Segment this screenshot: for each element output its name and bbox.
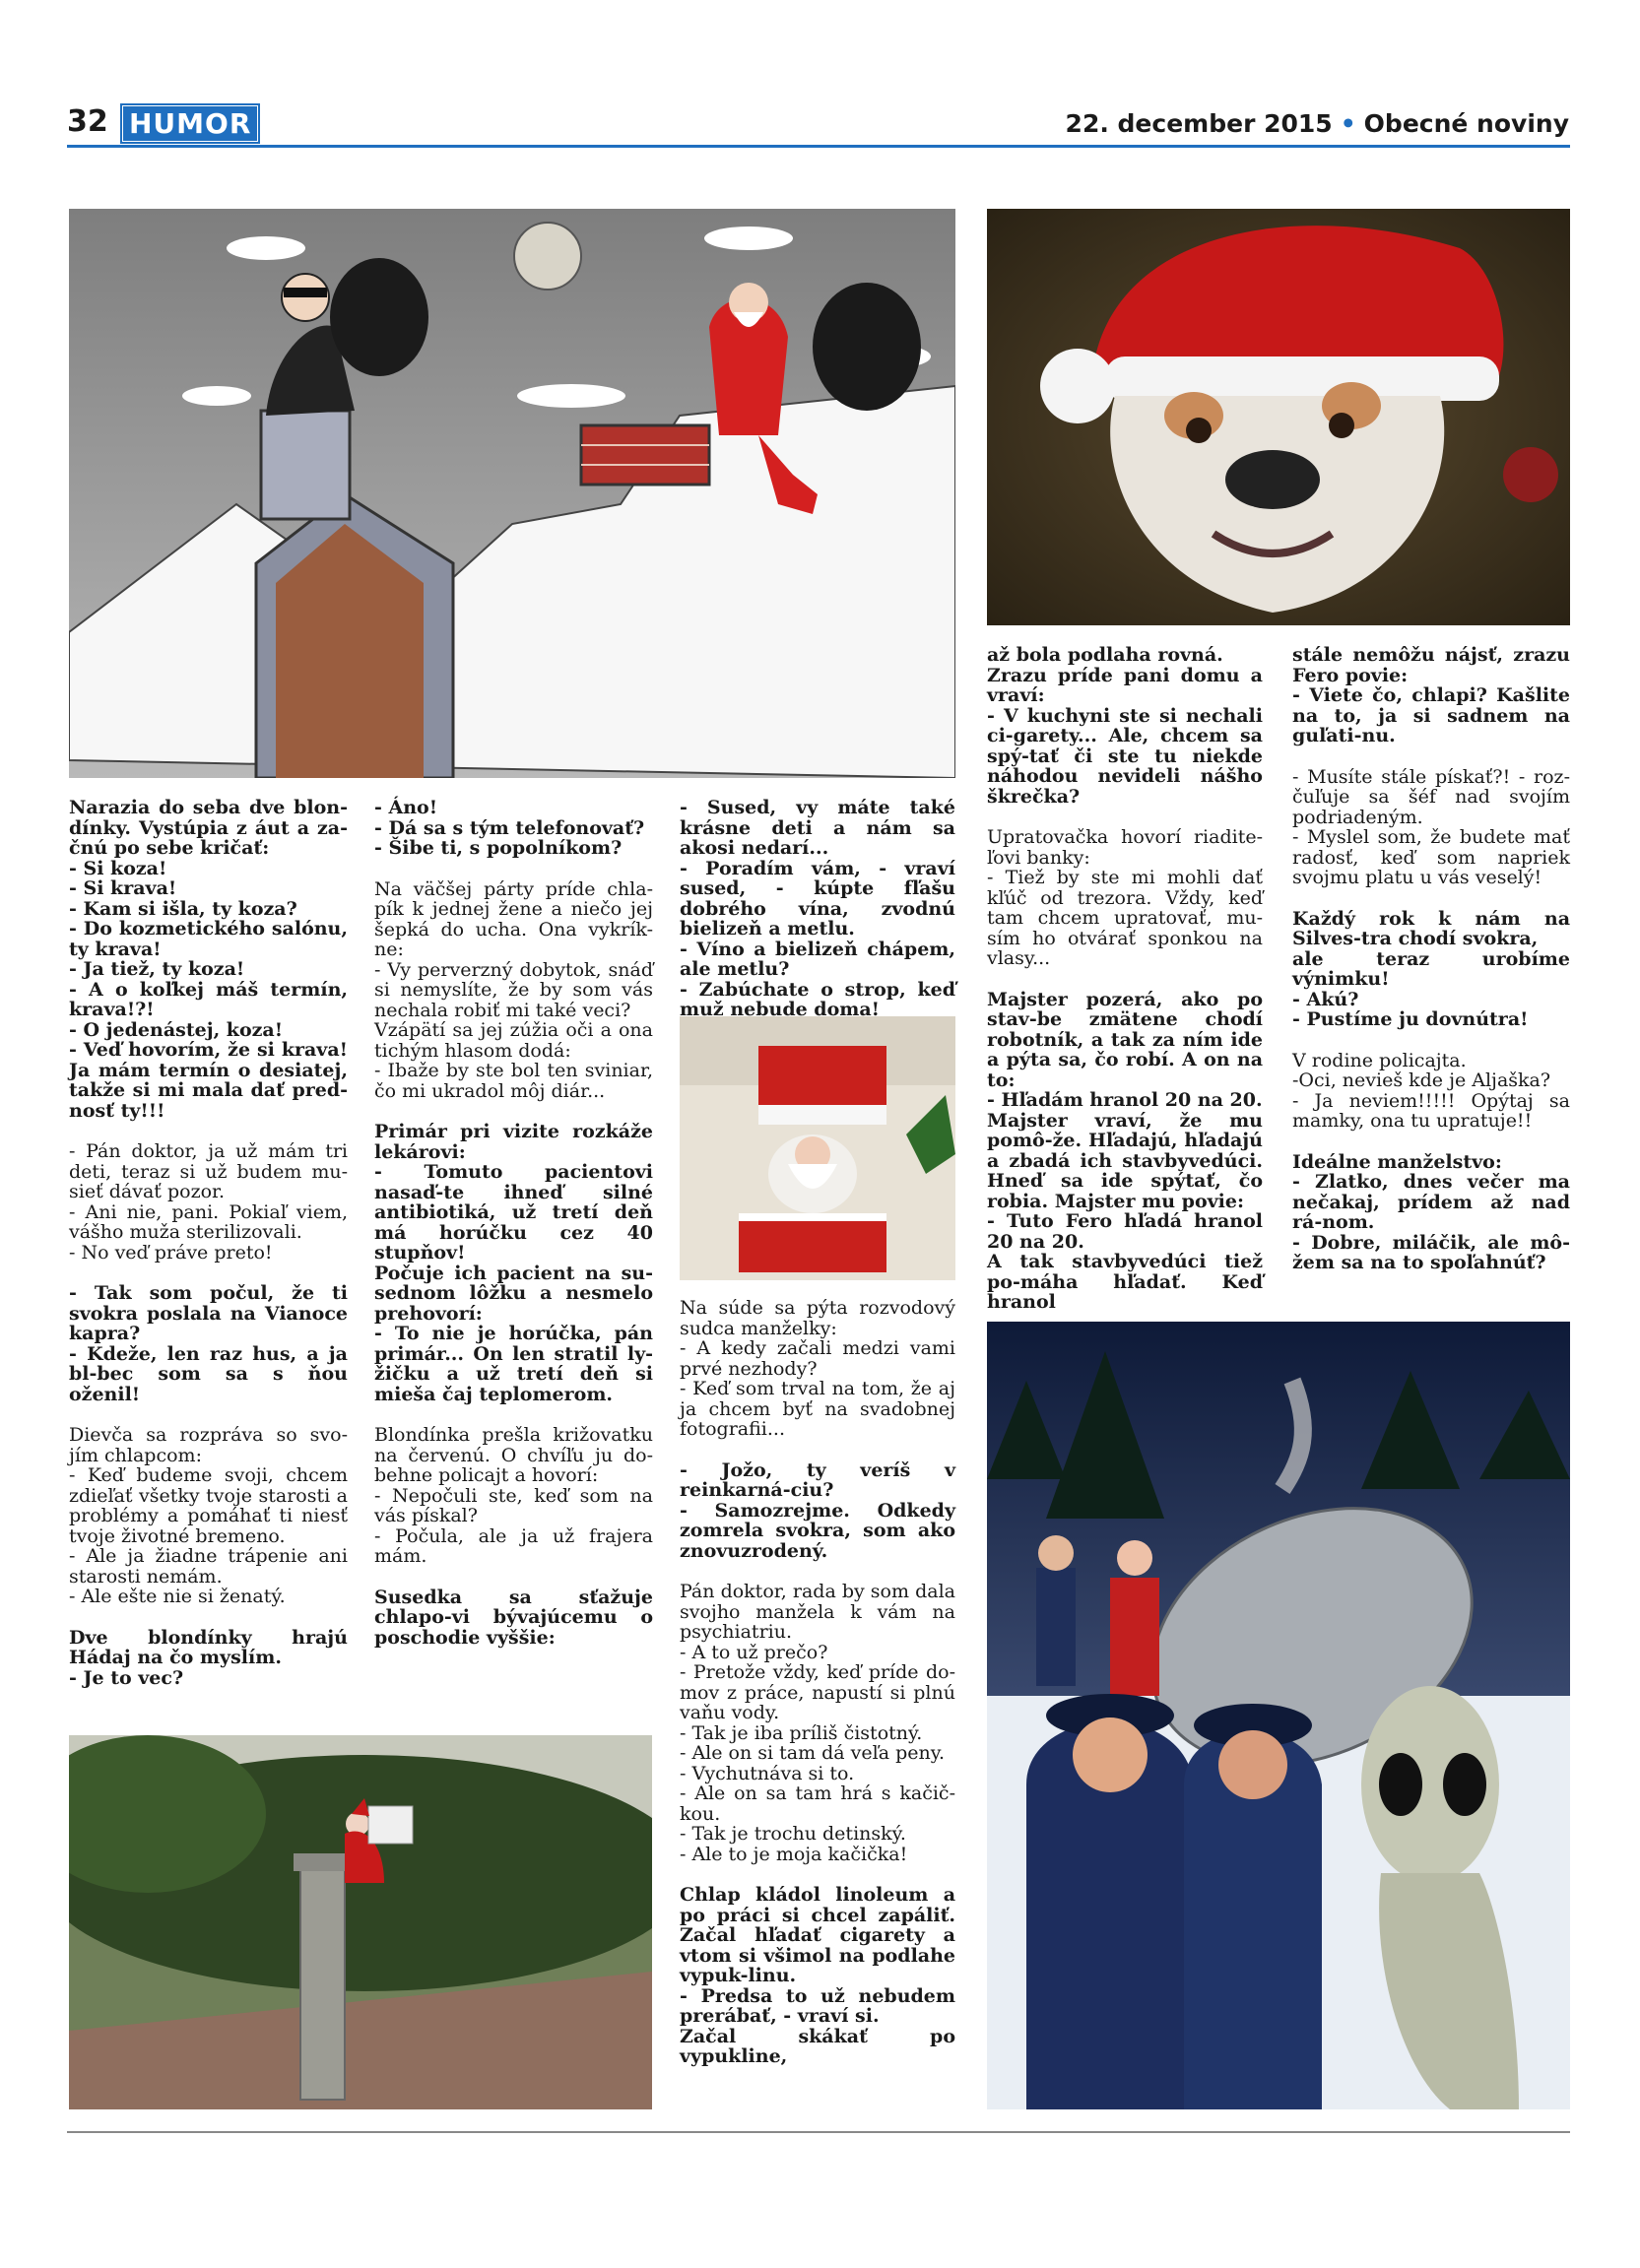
joke-block	[1292, 645, 1570, 746]
joke-line: - Kdeže, len raz hus, a ja bl-bec som sa s ňou oženil!	[69, 1342, 348, 1405]
santa-toilet-photo	[680, 1016, 955, 1280]
joke-line: - Ale ja žiadne trápenie ani starosti nemám.	[69, 1545, 348, 1588]
column-3-top	[680, 798, 955, 1041]
column-5	[1292, 645, 1570, 1294]
joke-block	[69, 1141, 348, 1263]
column-1	[69, 798, 348, 1709]
joke-line: - Zabúchate o strop, keď muž nebude doma!	[680, 978, 955, 1020]
joke-line: Každý rok k nám na Silves-tra chodí svokra,	[1292, 907, 1570, 949]
joke-line: Na väčšej párty príde chla-pík k jednej žene a niečo jej šepká do ucha. Ona vykrík-ne:	[374, 877, 653, 960]
joke-line: - Keď budeme svoji, chcem zdieľať všetky tvoje starosti a problémy a pomáhať ti niesť tvoje životné bremeno.	[69, 1464, 348, 1547]
joke-line: Dve blondínky hrajú Hádaj na čo myslím.	[69, 1626, 348, 1668]
column-4	[987, 645, 1263, 1333]
joke-line: - Musíte stále pískať?! - roz-čuľuje sa šéf nad svojím podriadeným.	[1292, 765, 1570, 828]
joke-line: Narazia do seba dve blon-dínky. Vystúpia z áut a za-čnú po sebe kričať:	[69, 797, 348, 859]
joke-line: Chlap kládol linoleum a po práci si chcel zapáliť. Začal hľadať cigarety a vtom si všimol na podlahe vypuk-linu.	[680, 1884, 955, 1986]
joke-block	[1292, 1051, 1570, 1132]
joke-line: ale teraz urobíme výnimku!	[1292, 947, 1570, 990]
joke-line: - Ale on si tam dá veľa peny.	[680, 1742, 945, 1764]
joke-line: Blondínka prešla križovatku na červenú. O chvíľu ju do-behne policajt a hovorí:	[374, 1424, 653, 1486]
joke-line: - Áno!	[374, 797, 438, 818]
joke-line: Vzápätí sa jej zúžia oči a ona tichým hlasom dodá:	[374, 1019, 653, 1062]
joke-block	[680, 1298, 955, 1440]
joke-line: - Si koza!	[69, 857, 167, 879]
joke-line: Počuje ich pacient na su-sednom lôžku a nesmelo prehovorí:	[374, 1262, 653, 1325]
joke-line: V rodine policajta.	[1292, 1049, 1467, 1071]
joke-line: - Samozrejme. Odkedy zomrela svokra, som ako znovuzrodený.	[680, 1499, 955, 1562]
joke-line: Susedka sa sťažuje chlapo-vi bývajúcemu o poschodie vyššie:	[374, 1586, 653, 1649]
joke-line: - Sused, vy máte také krásne deti a nám sa akosi nedarí...	[680, 797, 955, 859]
column-2	[374, 798, 653, 1668]
joke-line: - Ja tiež, ty koza!	[69, 958, 245, 980]
page-number: 32	[67, 104, 108, 139]
joke-block	[69, 1425, 348, 1607]
joke-block	[987, 990, 1263, 1313]
joke-line: -Oci, nevieš kde je Aljaška?	[1292, 1069, 1551, 1091]
joke-line: - Vy perverzný dobytok, snáď si nemyslíte, že by som vás nechala robiť mi také veci?	[374, 958, 653, 1021]
joke-block	[680, 1582, 955, 1864]
joke-block	[680, 798, 955, 1020]
issue-date: 22. december 2015	[1065, 109, 1333, 138]
publication-name: Obecné noviny	[1363, 109, 1569, 138]
joke-line: - Myslel som, že budete mať radosť, keď som napriek svojmu platu u vás veselý!	[1292, 826, 1570, 888]
joke-block	[69, 1628, 348, 1689]
joke-line: Majster pozerá, ako po stav-be zmätene chodí robotník, a tak za ním ide a pýta sa, čo robí. A on na to:	[987, 988, 1263, 1091]
joke-line: - Tak som počul, že ti svokra poslala na Vianoce kapra?	[69, 1282, 348, 1344]
joke-line: - Dá sa s tým telefonovať?	[374, 816, 645, 839]
joke-block	[374, 798, 653, 859]
joke-line: - Akú?	[1292, 988, 1359, 1010]
joke-line: Primár pri vizite rozkáže lekárovi:	[374, 1121, 653, 1163]
joke-line: - Tak je iba príliš čistotný.	[680, 1721, 923, 1744]
joke-line: Ideálne manželstvo:	[1292, 1150, 1502, 1173]
joke-line: Majster vraví, že mu pomô-že. Hľadajú, hľadajú a zbadá ich stavbyvedúci. Hneď sa ide spýtať, čo robia. Majster mu povie:	[987, 1109, 1263, 1212]
joke-line: Dievča sa rozpráva so svo-jím chlapcom:	[69, 1424, 348, 1466]
joke-line: Pán doktor, rada by som dala svojho manžela k vám na psychiatriu.	[680, 1581, 955, 1643]
bullet-icon: •	[1340, 109, 1356, 138]
joke-line: A tak stavbyvedúci tiež po-máha hľadať. Keď hranol	[987, 1251, 1263, 1313]
joke-line: - Do kozmetického salónu, ty krava!	[69, 918, 348, 960]
joke-line: - Dobre, miláčik, ale mô-žem sa na to spoľahnúť?	[1292, 1231, 1570, 1273]
section-label: HUMOR	[122, 105, 258, 142]
joke-line: - Zlatko, dnes večer ma nečakaj, prídem až nad rá-nom.	[1292, 1171, 1570, 1233]
joke-line: - Predsa to už nebudem prerábať, - vraví si.	[680, 1984, 955, 2027]
joke-line: - Ani nie, pani. Pokiaľ viem, vášho muža sterilizovali.	[69, 1200, 348, 1243]
santa-chimney-photo	[69, 1735, 652, 2109]
masthead-info	[1066, 109, 1569, 138]
joke-line: - Pretože vždy, keď príde do-mov z práce, napustí si plnú vaňu vody.	[680, 1661, 955, 1723]
joke-block	[374, 879, 653, 1102]
joke-line: - Veď hovorím, že si krava! Ja mám termín o desiatej, takže si mi mala dať pred-nosť ty!!!	[69, 1039, 348, 1122]
joke-line: - Kam si išla, ty koza?	[69, 897, 297, 920]
joke-line: - Tak je trochu detinský.	[680, 1823, 906, 1845]
joke-line: Na súde sa pýta rozvodový sudca manželky:	[680, 1297, 955, 1339]
joke-line: - Ale ešte nie si ženatý.	[69, 1586, 286, 1607]
joke-line: - Viete čo, chlapi? Kašlite na to, ja si sadnem na guľati-nu.	[1292, 684, 1570, 746]
joke-block	[1292, 1152, 1570, 1273]
ufo-police-painting	[987, 1322, 1570, 2109]
joke-line: - Šibe ti, s popolníkom?	[374, 837, 623, 859]
joke-line: - Je to vec?	[69, 1666, 184, 1689]
joke-line: - Počula, ale ja už frajera mám.	[374, 1524, 653, 1567]
joke-block	[987, 827, 1263, 969]
joke-line: až bola podlaha rovná.	[987, 644, 1223, 666]
cartoon-image	[69, 209, 955, 778]
joke-line: - Hľadám hranol 20 na 20.	[987, 1089, 1263, 1111]
joke-line: - Ale to je moja kačička!	[680, 1843, 908, 1865]
footer-rule	[67, 2131, 1570, 2133]
joke-block	[987, 645, 1263, 807]
joke-block	[374, 1122, 653, 1404]
joke-line: - To nie je horúčka, pán primár... On len stratil ly-žičku a už tretí deň si mieša čaj teplomerom.	[374, 1323, 653, 1405]
joke-line: - Ibaže by ste bol ten sviniar, čo mi ukradol môj diár...	[374, 1060, 653, 1102]
joke-block	[69, 1283, 348, 1404]
joke-block	[374, 1588, 653, 1649]
joke-line: - Víno a bielizeň chápem, ale metlu?	[680, 938, 955, 980]
joke-block	[374, 1425, 653, 1567]
joke-block	[680, 1885, 955, 2067]
joke-block	[1292, 909, 1570, 1030]
joke-line: stále nemôžu nájsť, zrazu Fero povie:	[1292, 644, 1570, 686]
joke-line: - O jedenástej, koza!	[69, 1018, 284, 1041]
joke-line: - Pán doktor, ja už mám tri deti, teraz si už budem mu-sieť dávať pozor.	[69, 1140, 348, 1202]
joke-line: - No veď práve preto!	[69, 1241, 273, 1264]
joke-line: - Poradím vám, - vraví sused, - kúpte fľašu dobrého vína, zvodnú bielizeň a metlu.	[680, 857, 955, 940]
joke-line: - Si krava!	[69, 877, 177, 899]
bulldog-photo	[987, 209, 1570, 625]
joke-line: - Pustíme ju dovnútra!	[1292, 1008, 1529, 1030]
joke-line: Upratovačka hovorí riadite-ľovi banky:	[987, 826, 1263, 869]
joke-line: - A kedy začali medzi vami prvé nezhody?	[680, 1337, 955, 1380]
joke-line: - Tomuto pacientovi nasaď-te ihneď silné antibiotiká, už tretí deň má horúčku cez 40 stupňov!	[374, 1161, 653, 1264]
header-rule	[67, 145, 1570, 148]
column-3-bottom	[680, 1298, 955, 2088]
joke-line: Zrazu príde pani domu a vraví:	[987, 664, 1263, 706]
joke-line: - A o koľkej máš termín, krava!?!	[69, 978, 348, 1020]
joke-line: - Tuto Fero hľadá hranol 20 na 20.	[987, 1210, 1263, 1253]
joke-line: - A to už prečo?	[680, 1641, 828, 1663]
joke-line: - Keď som trval na tom, že aj ja chcem byť na svadobnej fotografii...	[680, 1378, 955, 1440]
joke-line: - Tiež by ste mi mohli dať kľúč od trezora. Vždy, keď tam chcem upratovať, mu-sím ho otvárať sponkou na vlasy...	[987, 867, 1263, 969]
joke-block	[1292, 767, 1570, 888]
joke-line: - Ja neviem!!!!! Opýtaj sa mamky, ona tu upratuje!!	[1292, 1089, 1570, 1132]
joke-line: - Vychutnáva si to.	[680, 1762, 855, 1784]
joke-block	[680, 1460, 955, 1562]
joke-block	[69, 798, 348, 1121]
joke-line: - Ale on sa tam hrá s kačič-kou.	[680, 1782, 955, 1825]
joke-line: Začal skákať po vypukline,	[680, 2025, 955, 2067]
joke-line: - Jožo, ty veríš v reinkarná-ciu?	[680, 1458, 955, 1501]
joke-line: - Nepočuli ste, keď som na vás pískal?	[374, 1484, 653, 1526]
joke-line: - V kuchyni ste si nechali ci-garety... Ale, chcem sa spý-tať či ste tu niekde náhodou nevideli nášho škrečka?	[987, 704, 1263, 808]
